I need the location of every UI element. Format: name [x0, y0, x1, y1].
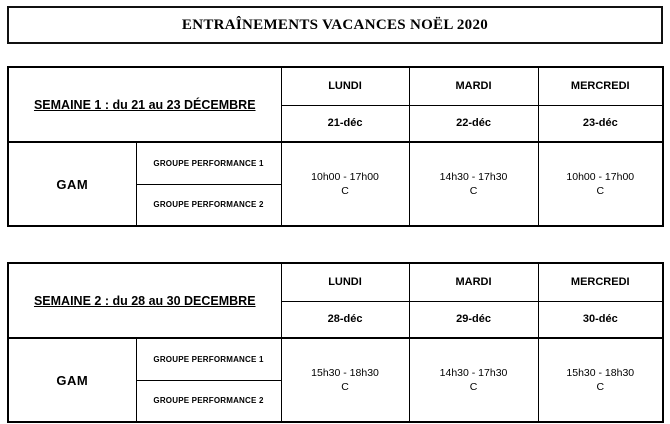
session-code: C	[341, 185, 349, 197]
time-range: 15h30 - 18h30	[566, 367, 635, 379]
schedule-table-week2	[7, 262, 664, 423]
time-range: 15h30 - 18h30	[311, 367, 379, 379]
time-range: 14h30 - 17h30	[439, 367, 508, 379]
week1-date-mercredi: 23-déc	[538, 105, 663, 142]
week1-section-label: GAM	[8, 142, 136, 226]
schedule-table-week1	[7, 66, 664, 227]
time-range: 10h00 - 17h00	[566, 171, 635, 183]
week1-day-lundi: LUNDI	[281, 67, 409, 105]
week2-header: SEMAINE 2 : du 28 au 30 DECEMBRE	[8, 263, 281, 338]
session-code: C	[341, 381, 349, 393]
week1-date-mardi: 22-déc	[409, 105, 538, 142]
week2-time-mercredi	[538, 338, 663, 422]
week2-time-lundi	[281, 338, 409, 422]
week2-time-mardi	[409, 338, 538, 422]
week1-date-lundi: 21-déc	[281, 105, 409, 142]
week2-group-1-label: GROUPE PERFORMANCE 1	[136, 338, 281, 380]
week1-time-lundi	[281, 142, 409, 226]
title-box	[7, 6, 663, 44]
session-code: C	[469, 185, 478, 197]
week2-day-mardi: MARDI	[409, 263, 538, 301]
week2-day-lundi: LUNDI	[281, 263, 409, 301]
week1-day-mardi: MARDI	[409, 67, 538, 105]
page-title: ENTRAÎNEMENTS VACANCES NOËL 2020	[181, 16, 489, 33]
week2-date-lundi: 28-déc	[281, 301, 409, 338]
week2-date-mercredi: 30-déc	[538, 301, 663, 338]
session-code: C	[469, 381, 478, 393]
week2-section-label: GAM	[8, 338, 136, 422]
week1-time-mardi	[409, 142, 538, 226]
week2-date-mardi: 29-déc	[409, 301, 538, 338]
session-code: C	[596, 185, 605, 197]
week2-group-2-label: GROUPE PERFORMANCE 2	[136, 380, 281, 422]
week1-time-mercredi	[538, 142, 663, 226]
week1-group-1-label: GROUPE PERFORMANCE 1	[136, 142, 281, 184]
time-range: 14h30 - 17h30	[439, 171, 508, 183]
week2-day-mercredi: MERCREDI	[538, 263, 663, 301]
week1-group-2-label: GROUPE PERFORMANCE 2	[136, 184, 281, 226]
session-code: C	[596, 381, 605, 393]
time-range: 10h00 - 17h00	[311, 171, 379, 183]
week1-header: SEMAINE 1 : du 21 au 23 DÉCEMBRE	[8, 67, 281, 142]
week1-day-mercredi: MERCREDI	[538, 67, 663, 105]
